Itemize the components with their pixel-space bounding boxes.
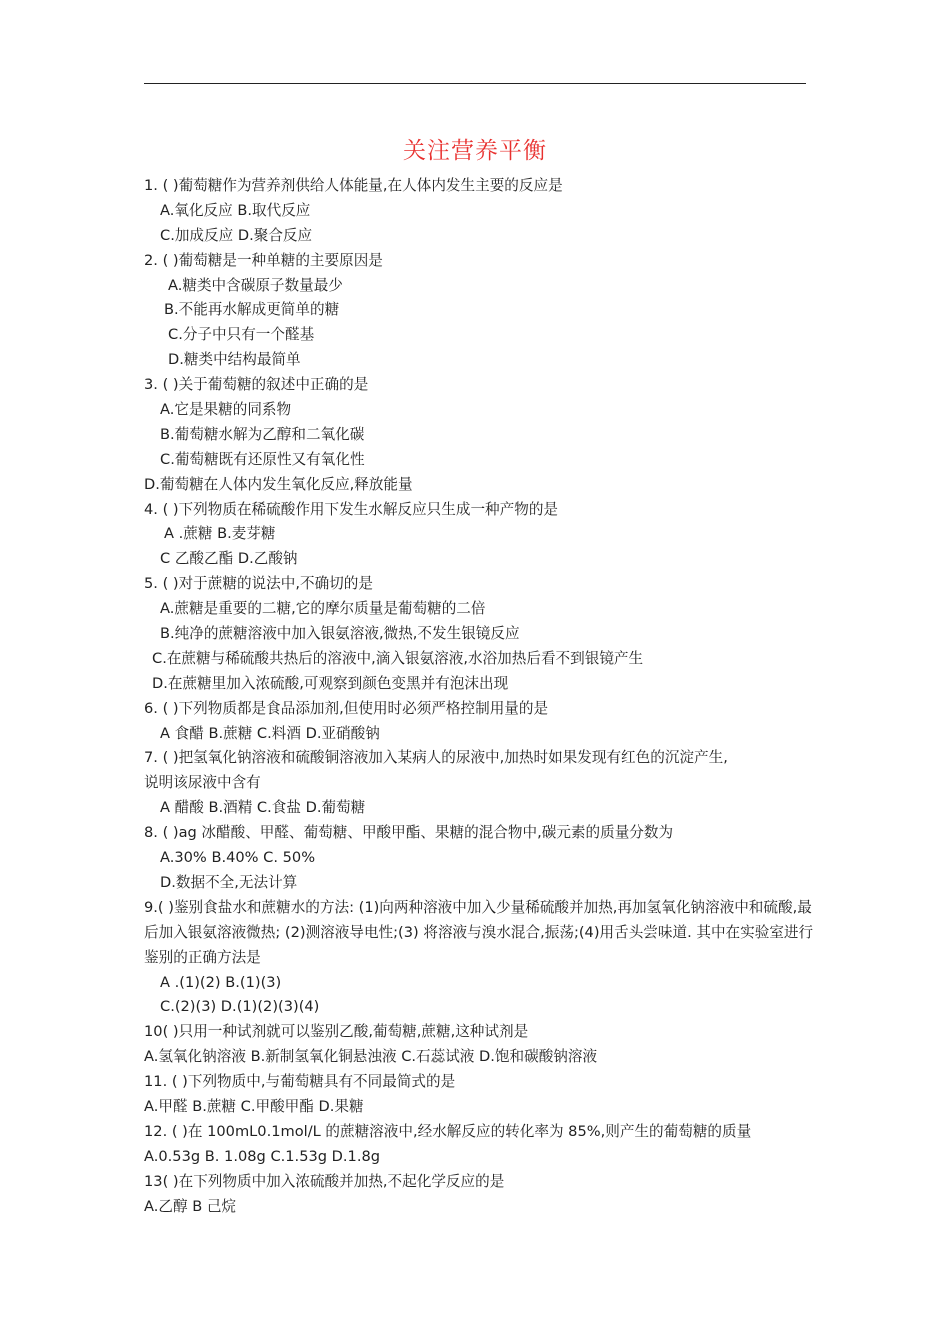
text-line: 3. ( )关于葡萄糖的叙述中正确的是 [144,376,369,394]
text-line: 12. ( )在 100mL0.1mol/L 的蔗糖溶液中,经水解反应的转化率为 85%,则产生的葡萄糖的质量 [144,1122,752,1140]
page-title: 关注营养平衡 [403,138,547,164]
text-line: A 醋酸 B.酒精 C.食盐 D.葡萄糖 [160,799,366,817]
text-line: D.糖类中结构最简单 [168,351,301,369]
text-line: A.蔗糖是重要的二糖,它的摩尔质量是葡萄糖的二倍 [160,600,486,618]
text-line: A.甲醛 B.蔗糖 C.甲酸甲酯 D.果糖 [144,1098,364,1115]
text-line: A .蔗糖 B.麦芽糖 [164,525,276,543]
text-line: 4. ( )下列物质在稀硫酸作用下发生水解反应只生成一种产物的是 [144,500,559,518]
text-line: 13( )在下列物质中加入浓硫酸并加热,不起化学反应的是 [144,1172,505,1190]
text-line: 1. ( )葡萄糖作为营养剂供给人体能量,在人体内发生主要的反应是 [144,177,563,194]
text-line: B.纯净的蔗糖溶液中加入银氨溶液,微热,不发生银镜反应 [160,625,520,643]
text-line: A .(1)(2) B.(1)(3) [160,973,282,991]
text-line: C.分子中只有一个醛基 [168,326,315,344]
text-line: C.(2)(3) D.(1)(2)(3)(4) [160,998,320,1016]
text-line: 8. ( )ag 冰醋酸、甲醛、葡萄糖、甲酸甲酯、果糖的混合物中,碳元素的质量分数为 [144,824,674,842]
text-line: C 乙酸乙酯 D.乙酸钠 [160,550,298,568]
text-line: C.葡萄糖既有还原性又有氧化性 [160,450,365,468]
header-rule [144,83,806,84]
text-line: B.葡萄糖水解为乙醇和二氧化碳 [160,425,365,443]
text-line: C.在蔗糖与稀硫酸共热后的溶液中,滴入银氨溶液,水浴加热后看不到银镜产生 [152,649,644,667]
text-line: 10( )只用一种试剂就可以鉴别乙酸,葡萄糖,蔗糖,这种试剂是 [144,1023,529,1041]
text-line: A.0.53g B. 1.08g C.1.53g D.1.8g [144,1147,381,1165]
text-line: C.加成反应 D.聚合反应 [160,226,313,244]
text-line: 2. ( )葡萄糖是一种单糖的主要原因是 [144,251,383,269]
text-line: D.在蔗糖里加入浓硫酸,可观察到颜色变黑并有泡沫出现 [152,674,509,692]
text-paragraph: 9.( )鉴别食盐水和蔗糖水的方法: (1)向两种溶液中加入少量稀硫酸并加热,再加氢氧化钠溶液中和硫酸,最后加入银氨溶液微热; (2)测溶液导电性;(3) 将溶液与溴水混合,振荡;(4)用舌头尝味道. 其中在实验室进行鉴别的正确方法是 [144,898,814,966]
text-line: A.30% B.40% C. 50% [160,849,316,867]
text-line: B.不能再水解成更简单的糖 [164,301,340,319]
text-line: A.乙醇 B 己烷 [144,1197,237,1215]
text-line: 11. ( )下列物质中,与葡萄糖具有不同最简式的是 [144,1073,456,1091]
text-line: A.糖类中含碳原子数量最少 [168,276,343,294]
text-line: A.它是果糖的同系物 [160,401,292,419]
text-line: 6. ( )下列物质都是食品添加剂,但使用时必须严格控制用量的是 [144,699,549,717]
text-line: D.葡萄糖在人体内发生氧化反应,释放能量 [144,475,413,493]
text-line: 7. ( )把氢氧化钠溶液和硫酸铜溶液加入某病人的尿液中,加热时如果发现有红色的沉淀产生, [144,749,728,767]
text-line: 5. ( )对于蔗糖的说法中,不确切的是 [144,575,373,593]
text-line: D.数据不全,无法计算 [160,873,298,891]
text-line: 说明该尿液中含有 [144,774,261,792]
question-list [144,174,814,1219]
text-line: A 食醋 B.蔗糖 C.料酒 D.亚硝酸钠 [160,724,380,742]
text-line: A.氧化反应 B.取代反应 [160,201,311,219]
text-line: A.氢氧化钠溶液 B.新制氢氧化铜悬浊液 C.石蕊试液 D.饱和碳酸钠溶液 [144,1048,598,1066]
